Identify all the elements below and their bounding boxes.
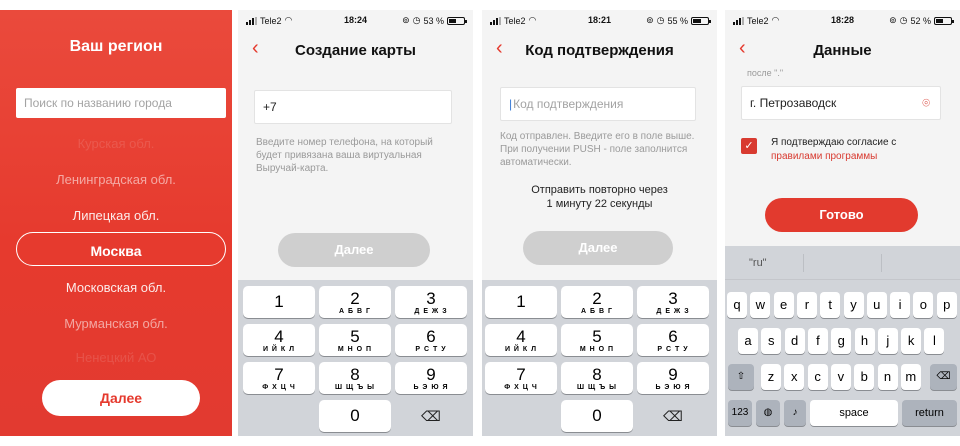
space-key[interactable]: space xyxy=(810,400,898,426)
page-title: Создание карты xyxy=(295,42,416,59)
page-title: Код подтверждения xyxy=(525,42,674,59)
key-0[interactable]: 0 xyxy=(319,400,391,432)
next-button[interactable]: Далее xyxy=(42,380,200,416)
key-4[interactable]: 4 И Й К Л xyxy=(485,324,557,356)
confirmation-code-screen xyxy=(482,10,717,436)
alarm-icon: ⊚ xyxy=(646,15,654,25)
alarm-icon: ⊚ xyxy=(889,15,897,25)
region-item[interactable]: Мурманская обл. xyxy=(64,316,168,331)
globe-icon[interactable]: ◍ xyxy=(756,400,780,426)
key-m[interactable]: m xyxy=(901,364,921,390)
status-bar xyxy=(482,10,717,30)
battery-icon xyxy=(934,17,952,25)
phone-input[interactable]: +7 xyxy=(254,90,452,124)
nav-header xyxy=(725,32,960,68)
city-input[interactable]: г. Петрозаводск ⌾ xyxy=(741,86,941,120)
numeric-keypad xyxy=(482,280,717,436)
next-button[interactable]: Далее xyxy=(523,231,673,265)
wifi-icon: ◠ xyxy=(771,15,780,25)
key-p[interactable]: p xyxy=(937,292,957,318)
region-item[interactable]: Ненецкий АО xyxy=(75,350,157,365)
code-hint: Код отправлен. Введите его в поле выше. При получении PUSH - поле заполнится автоматически. xyxy=(500,131,695,168)
key-i[interactable]: i xyxy=(890,292,910,318)
microphone-icon[interactable]: ♪ xyxy=(784,400,806,426)
key-h[interactable]: h xyxy=(855,328,875,354)
key-t[interactable]: t xyxy=(820,292,840,318)
key-w[interactable]: w xyxy=(750,292,770,318)
location-pin-icon[interactable]: ⌾ xyxy=(922,95,930,110)
numeric-keypad xyxy=(238,280,473,436)
key-1[interactable]: 1 xyxy=(485,286,557,318)
battery-icon xyxy=(691,17,709,25)
battery-percent: 55 % xyxy=(667,15,688,26)
key-5[interactable]: 5 М Н О П xyxy=(319,324,391,356)
clock-icon: ◷ xyxy=(656,15,665,25)
region-item[interactable]: Ленинградская обл. xyxy=(56,172,176,187)
key-6[interactable]: 6 Р С Т У xyxy=(637,324,709,356)
numbers-key[interactable]: 123 xyxy=(728,400,752,426)
key-u[interactable]: u xyxy=(867,292,887,318)
carrier-name: Tele2 xyxy=(747,15,769,26)
truncated-hint: после "." xyxy=(747,68,784,78)
key-2[interactable]: 2 А Б В Г xyxy=(319,286,391,318)
resend-timer-line2: 1 минуту 22 секунды xyxy=(546,198,653,210)
alarm-icon: ⊚ xyxy=(402,15,410,25)
battery-icon xyxy=(447,17,465,25)
code-input[interactable]: | Код подтверждения xyxy=(500,87,696,121)
back-chevron-icon[interactable]: ‹ xyxy=(252,37,259,59)
key-b[interactable]: b xyxy=(854,364,874,390)
status-time: 18:28 xyxy=(830,15,855,25)
key-d[interactable]: d xyxy=(785,328,805,354)
key-6[interactable]: 6 Р С Т У xyxy=(395,324,467,356)
nav-header xyxy=(482,32,717,68)
key-j[interactable]: j xyxy=(878,328,898,354)
key-o[interactable]: o xyxy=(913,292,933,318)
status-time: 18:21 xyxy=(587,15,612,25)
create-card-screen xyxy=(238,10,473,436)
key-9[interactable]: 9 Ь Э Ю Я xyxy=(395,362,467,394)
carrier-name: Tele2 xyxy=(504,15,526,26)
battery-percent: 52 % xyxy=(910,15,931,26)
key-g[interactable]: g xyxy=(831,328,851,354)
return-key[interactable]: return xyxy=(902,400,957,426)
city-search-input[interactable] xyxy=(16,88,226,118)
clock-icon: ◷ xyxy=(412,15,421,25)
carrier-name: Tele2 xyxy=(260,15,282,26)
key-8[interactable]: 8 Ш Щ Ъ Ы xyxy=(319,362,391,394)
status-time: 18:24 xyxy=(343,15,368,25)
key-z[interactable]: z xyxy=(761,364,781,390)
key-3[interactable]: 3 Д Е Ж З xyxy=(395,286,467,318)
key-0[interactable]: 0 xyxy=(561,400,633,432)
battery-percent: 53 % xyxy=(423,15,444,26)
next-button[interactable]: Далее xyxy=(278,233,430,267)
suggestion-item[interactable]: "ru" xyxy=(749,257,767,269)
region-item[interactable]: Курская обл. xyxy=(77,136,155,151)
key-7[interactable]: 7 Ф Х Ц Ч xyxy=(485,362,557,394)
key-1[interactable]: 1 xyxy=(243,286,315,318)
shift-icon[interactable]: ⇧ xyxy=(728,364,754,390)
back-chevron-icon[interactable]: ‹ xyxy=(496,37,503,59)
status-bar xyxy=(725,10,960,30)
key-2[interactable]: 2 А Б В Г xyxy=(561,286,633,318)
key-9[interactable]: 9 Ь Э Ю Я xyxy=(637,362,709,394)
key-7[interactable]: 7 Ф Х Ц Ч xyxy=(243,362,315,394)
key-x[interactable]: x xyxy=(784,364,804,390)
key-l[interactable]: l xyxy=(924,328,944,354)
key-y[interactable]: y xyxy=(844,292,864,318)
region-title: Ваш регион xyxy=(69,38,163,55)
key-r[interactable]: r xyxy=(797,292,817,318)
key-q[interactable]: q xyxy=(727,292,747,318)
suggestion-bar xyxy=(725,246,960,280)
data-screen xyxy=(725,10,960,436)
key-8[interactable]: 8 Ш Щ Ъ Ы xyxy=(561,362,633,394)
region-item-selected[interactable]: Москва xyxy=(90,243,142,259)
key-f[interactable]: f xyxy=(808,328,828,354)
page-title: Данные xyxy=(813,42,872,59)
key-s[interactable]: s xyxy=(761,328,781,354)
program-rules-link[interactable]: правилами программы xyxy=(771,151,878,162)
status-bar xyxy=(238,10,473,30)
key-v[interactable]: v xyxy=(831,364,851,390)
phone-hint: Введите номер телефона, на который будет привязана ваша виртуальная Выручай-карта. xyxy=(256,137,433,174)
wifi-icon: ◠ xyxy=(528,15,537,25)
region-item[interactable]: Московская обл. xyxy=(65,280,167,295)
key-3[interactable]: 3 Д Е Ж З xyxy=(637,286,709,318)
nav-header xyxy=(238,32,473,68)
consent-checkbox-icon[interactable]: ✓ xyxy=(741,138,757,154)
key-k[interactable]: k xyxy=(901,328,921,354)
key-a[interactable]: a xyxy=(738,328,758,354)
key-5[interactable]: 5 М Н О П xyxy=(561,324,633,356)
key-e[interactable]: e xyxy=(774,292,794,318)
key-4[interactable]: 4 И Й К Л xyxy=(243,324,315,356)
qwerty-keyboard xyxy=(725,246,960,436)
done-button[interactable]: Готово xyxy=(765,198,918,232)
key-c[interactable]: c xyxy=(808,364,828,390)
region-screen xyxy=(0,10,232,436)
back-chevron-icon[interactable]: ‹ xyxy=(739,37,746,59)
backspace-icon[interactable]: ⌫ xyxy=(421,408,441,424)
clock-icon: ◷ xyxy=(899,15,908,25)
key-n[interactable]: n xyxy=(878,364,898,390)
region-item[interactable]: Липецкая обл. xyxy=(72,208,160,223)
wifi-icon: ◠ xyxy=(284,15,293,25)
resend-timer-line1: Отправить повторно через xyxy=(531,184,668,196)
backspace-icon[interactable]: ⌫ xyxy=(663,408,683,424)
consent-text: Я подтверждаю согласие с правилами программы xyxy=(771,137,897,162)
backspace-icon[interactable]: ⌫ xyxy=(930,364,957,390)
